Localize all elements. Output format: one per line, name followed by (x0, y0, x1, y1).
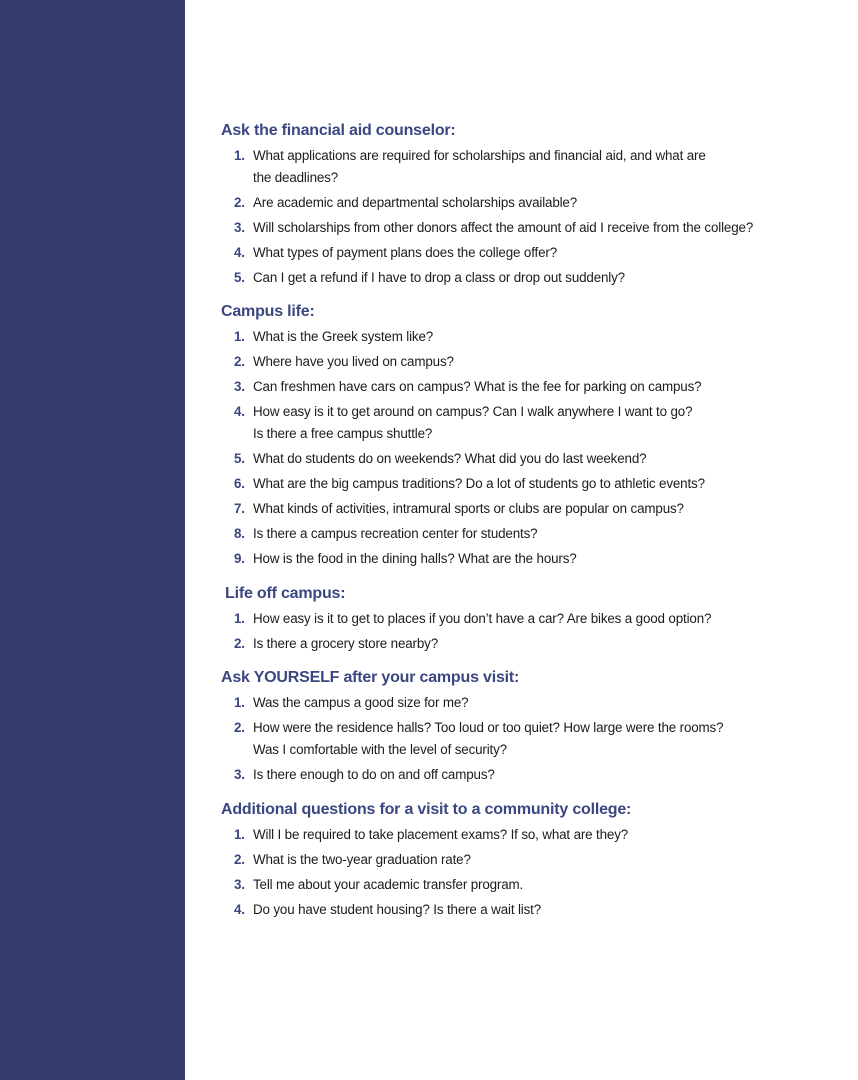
section-title: Life off campus: (225, 585, 346, 602)
item-text-line: Will scholarships from other donors affect the amount of aid I receive from the college? (253, 220, 754, 235)
section-ask-yourself (221, 667, 841, 786)
item-number: 1. (234, 611, 245, 626)
item-text-line: What do students do on weekends? What did you do last weekend? (253, 451, 647, 466)
item-number: 9. (234, 551, 245, 566)
list-item (221, 351, 841, 373)
section-community-college (221, 799, 841, 921)
section-title: Ask YOURSELF after your campus visit: (221, 669, 520, 686)
list-item (221, 608, 841, 630)
item-text-line: How were the residence halls? Too loud or too quiet? How large were the rooms? (253, 720, 724, 735)
item-number: 2. (234, 636, 245, 651)
list-item (221, 217, 841, 239)
list-item (221, 824, 841, 846)
item-number: 5. (234, 451, 245, 466)
item-text-line: Is there a grocery store nearby? (253, 636, 438, 651)
section-financial-aid (221, 120, 841, 289)
item-number: 3. (234, 379, 245, 394)
item-text-line: Can freshmen have cars on campus? What is the fee for parking on campus? (253, 379, 702, 394)
item-number: 4. (234, 902, 245, 917)
item-text-line: Do you have student housing? Is there a wait list? (253, 902, 542, 917)
item-number: 6. (234, 476, 245, 491)
section-life-off-campus (221, 583, 841, 655)
list-item (221, 899, 841, 921)
item-text-line: Can I get a refund if I have to drop a class or drop out suddenly? (253, 270, 625, 285)
item-number: 1. (234, 827, 245, 842)
item-number: 2. (234, 720, 245, 735)
item-number: 8. (234, 526, 245, 541)
item-text-line: Was the campus a good size for me? (253, 695, 469, 710)
list-item (221, 145, 841, 189)
item-number: 7. (234, 501, 245, 516)
section-title: Campus life: (221, 303, 315, 320)
question-list (221, 692, 841, 786)
item-number: 1. (234, 329, 245, 344)
item-number: 3. (234, 220, 245, 235)
section-campus-life (221, 301, 841, 570)
section-title: Ask the financial aid counselor: (221, 122, 456, 139)
item-text-line: Is there a free campus shuttle? (253, 426, 433, 441)
question-list (221, 326, 841, 570)
item-text-line: the deadlines? (253, 170, 339, 185)
item-number: 4. (234, 245, 245, 260)
item-number: 2. (234, 195, 245, 210)
item-number: 4. (234, 404, 245, 419)
question-list (221, 824, 841, 921)
list-item (221, 548, 841, 570)
item-text-line: Tell me about your academic transfer program. (253, 877, 524, 892)
item-text-line: How easy is it to get to places if you don’t have a car? Are bikes a good option? (253, 611, 712, 626)
item-text-line: Is there enough to do on and off campus? (253, 767, 495, 782)
list-item (221, 376, 841, 398)
item-text-line: What is the two-year graduation rate? (253, 852, 471, 867)
item-number: 1. (234, 695, 245, 710)
list-item (221, 498, 841, 520)
sidebar-band (0, 0, 185, 1080)
item-number: 3. (234, 877, 245, 892)
question-list (221, 145, 841, 289)
item-text-line: Is there a campus recreation center for students? (253, 526, 538, 541)
list-item (221, 764, 841, 786)
list-item (221, 242, 841, 264)
item-text-line: What kinds of activities, intramural sports or clubs are popular on campus? (253, 501, 684, 516)
item-text-line: What types of payment plans does the college offer? (253, 245, 557, 260)
question-list-document (221, 120, 841, 924)
item-number: 5. (234, 270, 245, 285)
list-item (221, 267, 841, 289)
item-text-line: What applications are required for scholarships and financial aid, and what are (253, 148, 706, 163)
list-item (221, 849, 841, 871)
list-item (221, 717, 841, 761)
item-number: 2. (234, 354, 245, 369)
item-text-line: Where have you lived on campus? (253, 354, 454, 369)
list-item (221, 192, 841, 214)
item-text-line: Are academic and departmental scholarships available? (253, 195, 578, 210)
item-text-line: What are the big campus traditions? Do a lot of students go to athletic events? (253, 476, 705, 491)
list-item (221, 874, 841, 896)
item-text-line: How is the food in the dining halls? What are the hours? (253, 551, 577, 566)
item-text-line: What is the Greek system like? (253, 329, 434, 344)
item-number: 2. (234, 852, 245, 867)
question-list (221, 608, 841, 655)
list-item (221, 473, 841, 495)
list-item (221, 633, 841, 655)
item-text-line: How easy is it to get around on campus? Can I walk anywhere I want to go? (253, 404, 693, 419)
list-item (221, 523, 841, 545)
list-item (221, 448, 841, 470)
item-number: 3. (234, 767, 245, 782)
section-title: Additional questions for a visit to a community college: (221, 801, 632, 818)
item-text-line: Was I comfortable with the level of security? (253, 742, 507, 757)
item-number: 1. (234, 148, 245, 163)
item-text-line: Will I be required to take placement exams? If so, what are they? (253, 827, 629, 842)
list-item (221, 401, 841, 445)
list-item (221, 326, 841, 348)
list-item (221, 692, 841, 714)
